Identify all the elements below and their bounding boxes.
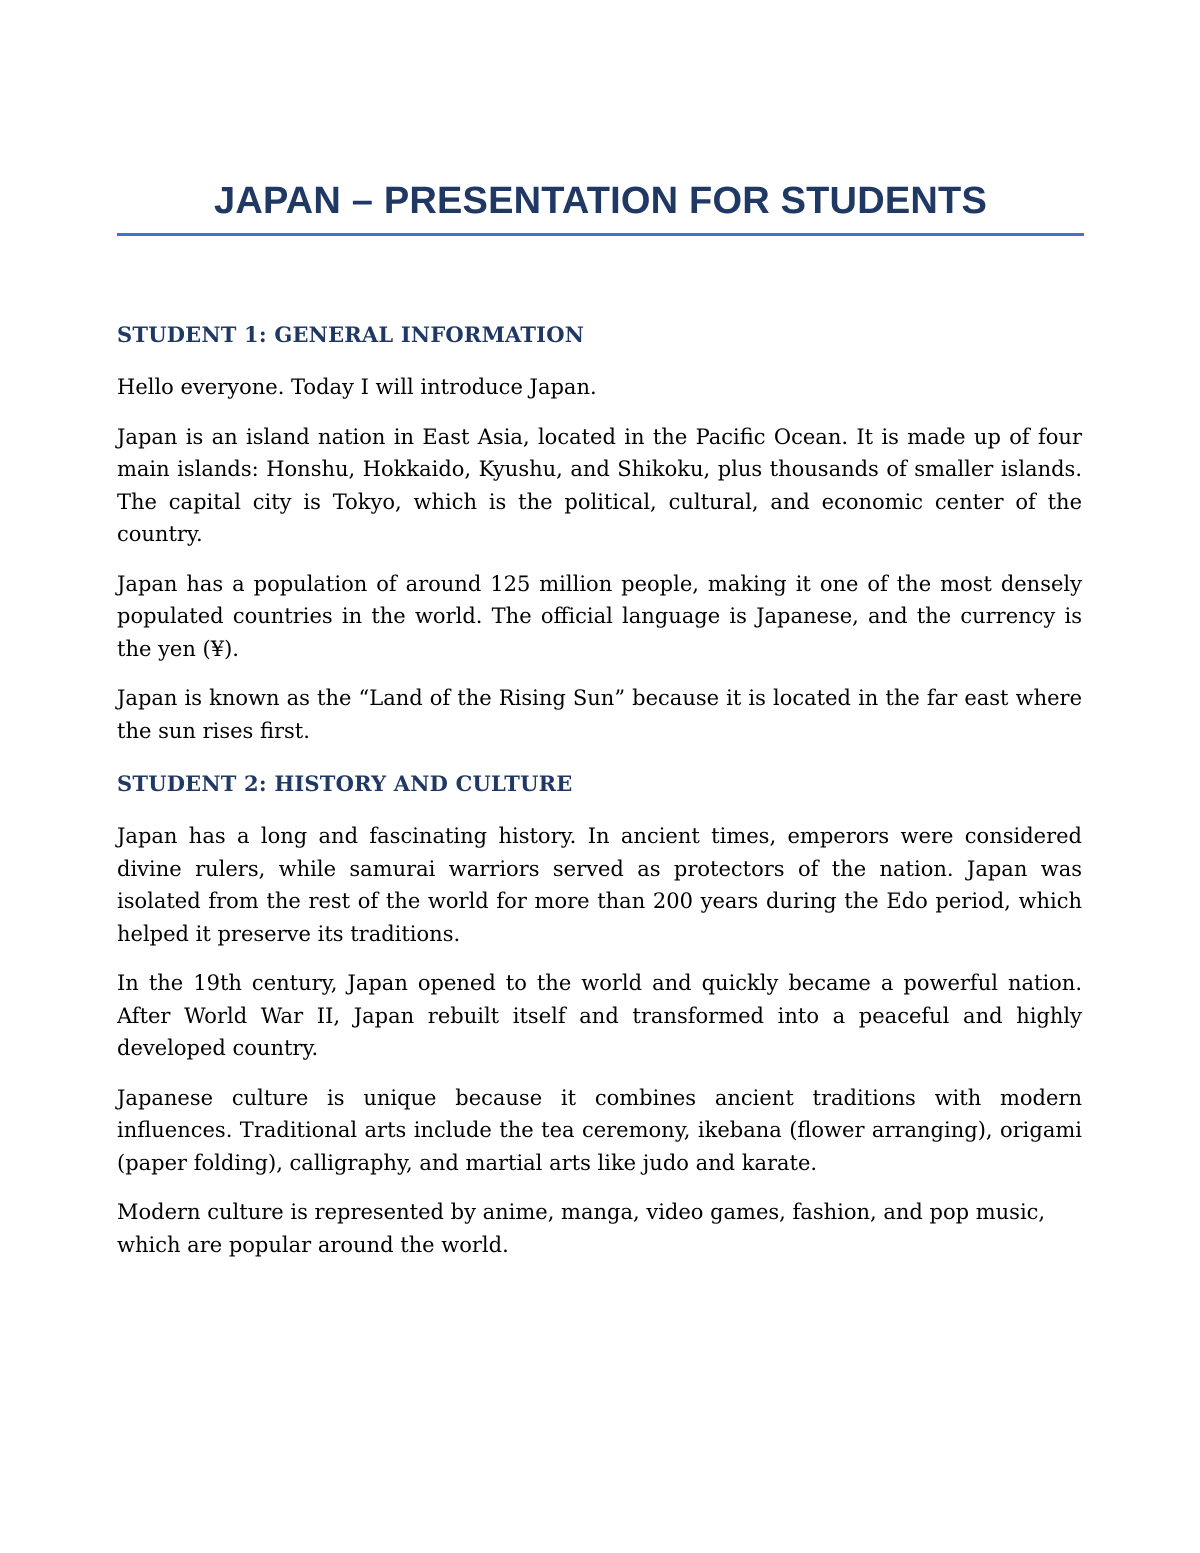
paragraph: Japan has a long and fascinating history. In ancient times, emperors were considered divine rulers, while samurai warriors served as protectors of the nation. Japan was isolated from the rest of the world for more than 200 years during the Edo period, which helped it preserve its traditions. [117,824,1082,946]
section-heading: STUDENT 1: GENERAL INFORMATION [117,322,585,347]
document-title: JAPAN – PRESENTATION FOR STUDENTS [213,180,987,222]
paragraph: Hello everyone. Today I will introduce Japan. [117,375,597,399]
section-student-2 [117,764,1082,1261]
paragraph: Modern culture is represented by anime, manga, video games, fashion, and pop music, which are popular around the world. [117,1200,1046,1257]
paragraph: In the 19th century, Japan opened to the world and quickly became a powerful nation. After World War II, Japan rebuilt itself and transformed into a peaceful and highly developed country. [117,971,1082,1060]
paragraph: Japan has a population of around 125 million people, making it one of the most densely populated countries in the world. The official language is Japanese, and the currency is the yen (¥). [117,571,1082,661]
title-underline-rule [117,233,1084,236]
paragraph: Japan is an island nation in East Asia, located in the Pacific Ocean. It is made up of four main islands: Honshu, Hokkaido, Kyushu, and Shikoku, plus thousands of smaller islands. The capital city is Tokyo, which is the political, cultural, and economic center of the country. [117,424,1082,546]
section-heading: STUDENT 2: HISTORY AND CULTURE [117,771,573,796]
paragraph: Japan is known as the “Land of the Rising Sun” because it is located in the far east where the sun rises first. [117,686,1082,743]
section-student-1 [117,315,1082,747]
paragraph: Japanese culture is unique because it combines ancient traditions with modern influences. Traditional arts include the tea ceremony, ikebana (flower arranging), origami (paper folding), calligraphy, and martial arts like judo and karate. [117,1085,1082,1175]
document-body [117,315,1082,1278]
